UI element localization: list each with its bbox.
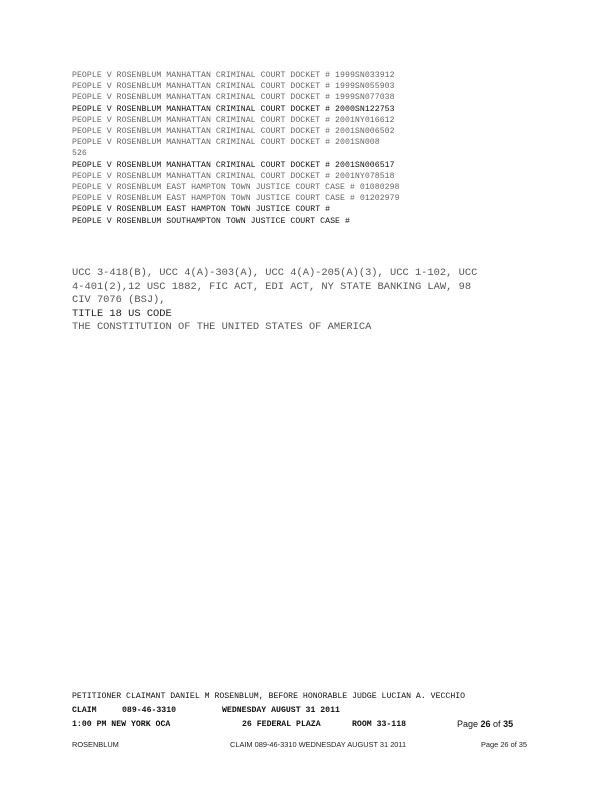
statute-line: CIV 7076 (BSJ), (72, 294, 166, 307)
hearing-address: 26 FEDERAL PLAZA (242, 719, 321, 729)
page-indicator (457, 718, 513, 732)
case-line: PEOPLE V ROSENBLUM MANHATTAN CRIMINAL COURT DOCKET # 2001SN008 (72, 138, 380, 148)
claim-line (72, 704, 552, 718)
footer-right: Page 26 of 35 (481, 740, 528, 749)
page-prefix: Page (457, 718, 481, 729)
footer-left: ROSENBLUM (72, 740, 119, 749)
claim-number: 089-46-3310 (122, 705, 177, 715)
page-current: 26 (480, 718, 491, 729)
case-line: PEOPLE V ROSENBLUM EAST HAMPTON TOWN JUSTICE COURT # (72, 205, 331, 215)
petitioner-line (72, 690, 552, 704)
statute-line: TITLE 18 US CODE (72, 307, 172, 320)
location-line (72, 718, 552, 732)
case-line: PEOPLE V ROSENBLUM MANHATTAN CRIMINAL COURT DOCKET # 2000SN122753 (72, 104, 395, 114)
hearing-room: ROOM 33-118 (352, 719, 407, 729)
hearing-date: WEDNESDAY AUGUST 31 2011 (222, 705, 340, 715)
case-line: PEOPLE V ROSENBLUM MANHATTAN CRIMINAL COURT DOCKET # 1999SN033912 (72, 71, 395, 80)
statute-line: UCC 3-418(B), UCC 4(A)-303(A), UCC 4(A)-205(A)(3), UCC 1-102, UCC (72, 267, 478, 279)
case-list (72, 70, 532, 227)
claim-label: CLAIM (72, 705, 97, 715)
statute-line: THE CONSTITUTION OF THE UNITED STATES OF AMERICA (72, 321, 372, 334)
case-line: PEOPLE V ROSENBLUM MANHATTAN CRIMINAL COURT DOCKET # 2001SN006517 (72, 160, 395, 170)
footer-center: CLAIM 089-46-3310 WEDNESDAY AUGUST 31 2011 (230, 740, 407, 749)
case-line: 526 (72, 149, 87, 159)
statute-list (72, 267, 542, 335)
case-line: PEOPLE V ROSENBLUM EAST HAMPTON TOWN JUSTICE COURT CASE # 01202979 (72, 194, 400, 204)
case-line: PEOPLE V ROSENBLUM MANHATTAN CRIMINAL COURT DOCKET # 2001NY016612 (72, 115, 395, 125)
case-line: PEOPLE V ROSENBLUM MANHATTAN CRIMINAL COURT DOCKET # 1999SN077038 (72, 93, 395, 103)
statute-line: 4-401(2),12 USC 1882, FIC ACT, EDI ACT, NY STATE BANKING LAW, 98 (72, 280, 472, 293)
case-line: PEOPLE V ROSENBLUM MANHATTAN CRIMINAL COURT DOCKET # 1999SN055903 (72, 82, 395, 92)
hearing-time: 1:00 PM NEW YORK OCA (72, 719, 171, 729)
hearing-footer (72, 690, 552, 731)
page-of: of (490, 718, 504, 729)
case-line: PEOPLE V ROSENBLUM MANHATTAN CRIMINAL COURT DOCKET # 2001SN006502 (72, 127, 395, 137)
page-total: 35 (503, 718, 514, 729)
case-line: PEOPLE V ROSENBLUM EAST HAMPTON TOWN JUSTICE COURT CASE # 01080298 (72, 183, 400, 193)
case-line: PEOPLE V ROSENBLUM MANHATTAN CRIMINAL COURT DOCKET # 2001NY078518 (72, 171, 395, 181)
case-line: PEOPLE V ROSENBLUM SOUTHAMPTON TOWN JUSTICE COURT CASE # (72, 216, 350, 226)
petitioner-text: PETITIONER CLAIMANT DANIEL M ROSENBLUM, BEFORE HONORABLE JUDGE LUCIAN A. VECCHIO (72, 692, 466, 701)
